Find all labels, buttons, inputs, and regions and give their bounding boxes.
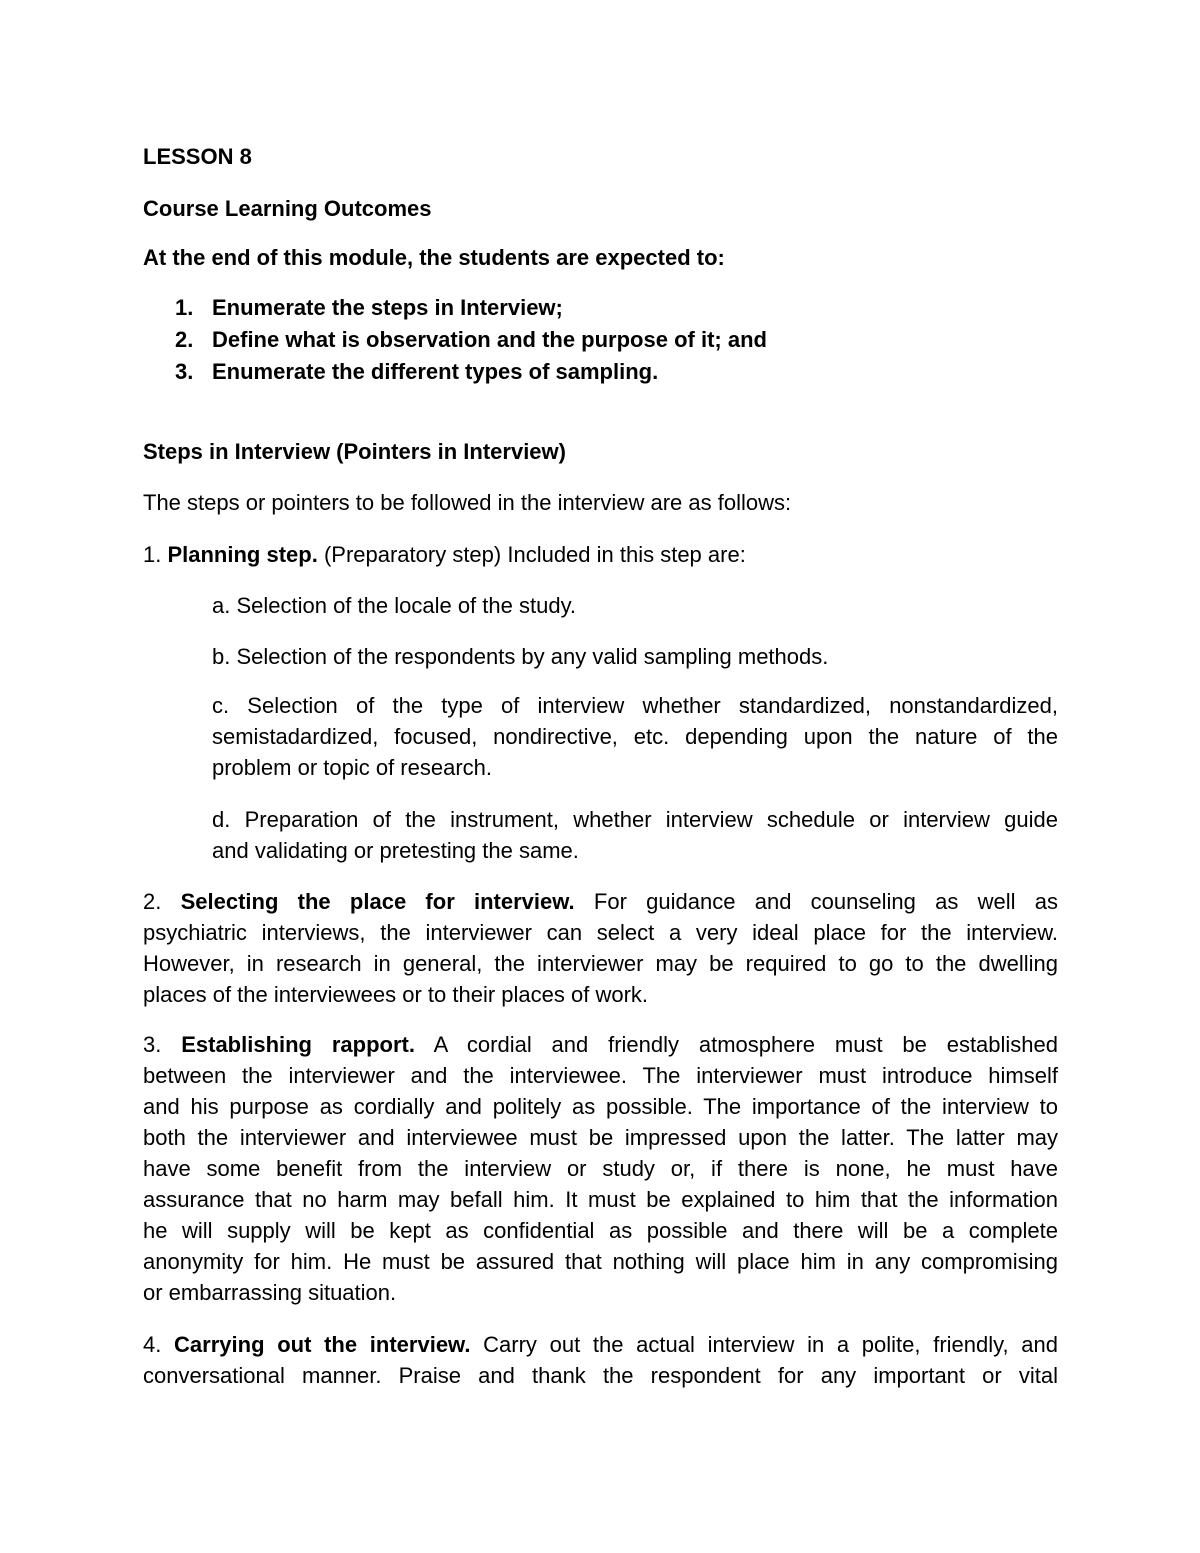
step-2-line: places of the interviewees or to their places of work. — [143, 982, 649, 1007]
lesson-title: LESSON 8 — [143, 144, 252, 169]
step-3-first-line-rest: A cordial and friendly atmosphere must be established — [414, 1032, 1059, 1057]
step-1-title: Planning step. — [167, 542, 318, 567]
step-2-number: 2. — [143, 889, 181, 914]
step-1-item-d-line: and validating or pretesting the same. — [212, 838, 579, 863]
step-3-line: between the interviewer and the interviewee. The interviewer must introduce himself — [143, 1063, 1058, 1088]
outcomes-list — [175, 292, 767, 388]
step-4-number: 4. — [143, 1332, 175, 1357]
step-1-item-c-line: c. Selection of the type of interview whether standardized, nonstandardized, — [212, 693, 1058, 718]
step-2-first-line — [143, 886, 1058, 917]
step-1-paragraph — [143, 541, 746, 569]
list-item-number: 3. — [175, 359, 194, 384]
steps-intro: The steps or pointers to be followed in the interview are as follows: — [143, 490, 792, 515]
step-3-number: 3. — [143, 1032, 182, 1057]
step-1-item-c-line: problem or topic of research. — [212, 755, 493, 780]
step-3-line: both the interviewer and interviewee must be impressed upon the latter. The latter may — [143, 1125, 1058, 1150]
step-2-paragraph — [143, 886, 1058, 1010]
list-item — [175, 324, 767, 356]
step-3-line: or embarrassing situation. — [143, 1280, 397, 1305]
step-4-first-line-rest: Carry out the actual interview in a polite, friendly, and — [470, 1332, 1058, 1357]
step-2-line: However, in research in general, the interviewer may be required to go to the dwelling — [143, 951, 1058, 976]
step-4-line: conversational manner. Praise and thank the respondent for any important or vital — [143, 1363, 1058, 1388]
list-item-number: 2. — [175, 327, 194, 352]
step-2-first-line-rest: For guidance and counseling as well as — [574, 889, 1058, 914]
list-item-text: Enumerate the different types of sampling. — [212, 359, 659, 384]
step-4-first-line — [143, 1329, 1058, 1360]
step-3-line: and his purpose as cordially and politely as possible. The importance of the interview to — [143, 1094, 1058, 1119]
step-3-title: Establishing rapport. — [181, 1032, 415, 1057]
step-1-item-c-line: semistadardized, focused, nondirective, etc. depending upon the nature of the — [212, 724, 1058, 749]
step-1-item-d-line: d. Preparation of the instrument, whether interview schedule or interview guide — [212, 807, 1058, 832]
outcomes-heading: Course Learning Outcomes — [143, 196, 432, 221]
steps-heading: Steps in Interview (Pointers in Interview) — [143, 439, 566, 464]
step-3-line: assurance that no harm may befall him. It must be explained to him that the information — [143, 1187, 1058, 1212]
step-1-item-c — [212, 690, 1058, 783]
step-3-line: anonymity for him. He must be assured that nothing will place him in any compromising — [143, 1249, 1058, 1274]
step-1-item-d — [212, 804, 1058, 866]
step-4-paragraph — [143, 1329, 1058, 1391]
step-2-line: psychiatric interviews, the interviewer can select a very ideal place for the interview. — [143, 920, 1058, 945]
step-3-paragraph — [143, 1029, 1058, 1308]
list-item-text: Define what is observation and the purpose of it; and — [212, 327, 767, 352]
list-item-text: Enumerate the steps in Interview; — [212, 295, 563, 320]
list-item-number: 1. — [175, 295, 194, 320]
step-1-text: (Preparatory step) Included in this step are: — [317, 542, 746, 567]
step-3-first-line — [143, 1029, 1058, 1060]
step-4-title: Carrying out the interview. — [174, 1332, 471, 1357]
step-1-item-a: a. Selection of the locale of the study. — [212, 593, 577, 618]
outcomes-intro: At the end of this module, the students are expected to: — [143, 245, 725, 270]
step-1-number: 1. — [143, 542, 168, 567]
step-2-title: Selecting the place for interview. — [180, 889, 575, 914]
step-3-line: have some benefit from the interview or study or, if there is none, he must have — [143, 1156, 1058, 1181]
list-item — [175, 356, 767, 388]
step-1-item-b: b. Selection of the respondents by any valid sampling methods. — [212, 644, 829, 669]
step-3-line: he will supply will be kept as confidential as possible and there will be a complete — [143, 1218, 1058, 1243]
list-item — [175, 292, 767, 324]
